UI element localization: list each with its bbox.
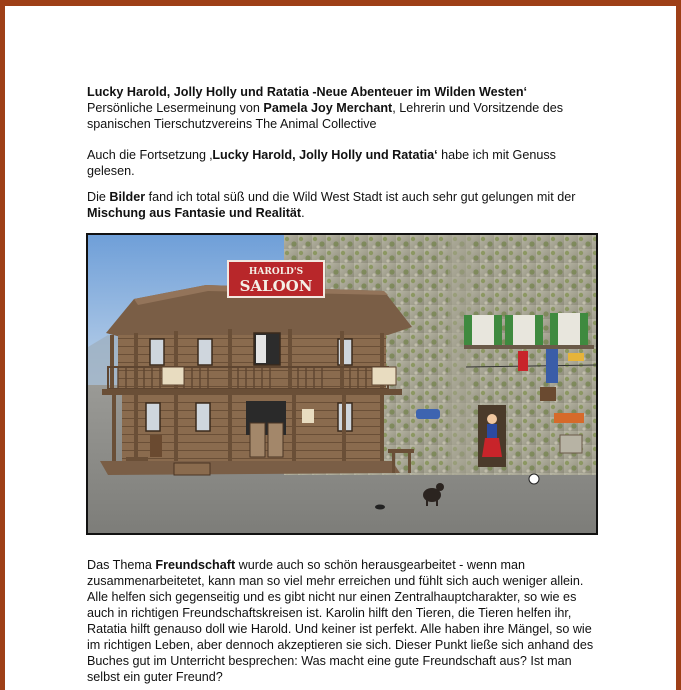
article-heading: [87, 84, 597, 132]
p3-suffix: .: [301, 206, 305, 220]
p4-prefix: Das Thema: [87, 558, 156, 572]
article-title: Lucky Harold, Jolly Holly und Ratatia -Neue Abenteuer im Wilden Westen‘: [87, 85, 528, 99]
saloon-scene: [88, 235, 596, 533]
sign-main: SALOON: [239, 277, 313, 295]
p3-prefix: Die: [87, 190, 110, 204]
p2-suffix: habe ich mit Genuss gelesen.: [87, 148, 556, 178]
article-body: [87, 84, 597, 221]
p3-bold-mix: Mischung aus Fantasie und Realität: [87, 206, 302, 220]
p3-mid: fand ich total süß und die Wild West Stadt ist auch sehr gut gelungen mit der: [145, 190, 576, 204]
p4-suffix: wurde auch so schön herausgearbeitet - wenn man zusammenarbeitetet, kann man so viel mehr erreichen und fühlt sich auch weniger allein. Alle helfen sich gegenseitig und es gibt nicht nur einen Zentralhauptcharakter, so wie es auch in richtigen Freundschaftskreisen ist. Karolin hilft den Tieren, die Tieren helfen ihr, Ratatia hilft genauso doll wie Harold. Und keiner ist perfekt. Alle haben ihre Mängel, so wie im richtigen Leben, aber dennoch akzeptieren sie sich. Dieser Punkt ließe sich anhand des Buches gut im Unterricht besprechen: Was macht eine gute Freundschaft aus? Ist man selbst ein guter Freund?: [87, 558, 594, 684]
subtitle-prefix: Persönliche Lesermeinung von: [87, 101, 264, 115]
paragraph-intro: [87, 147, 597, 179]
subtitle-suffix: , Lehrerin und Vorsitzende des spanischen Tierschutzvereins The Animal Collective: [87, 101, 564, 131]
author-name: Pamela Joy Merchant: [263, 101, 393, 115]
p3-bold-pictures: Bilder: [109, 190, 146, 204]
saloon-illustration: [86, 233, 598, 535]
p2-book-title: Lucky Harold, Jolly Holly und Ratatia‘: [212, 148, 438, 162]
p4-bold-friendship: Freundschaft: [155, 558, 236, 572]
sign-top: HAROLD'S: [248, 267, 304, 277]
paragraph-pictures: [87, 189, 597, 221]
building-windows: [464, 313, 594, 349]
p2-prefix: Auch die Fortsetzung ‚: [87, 148, 213, 162]
paragraph-friendship: [87, 557, 597, 685]
